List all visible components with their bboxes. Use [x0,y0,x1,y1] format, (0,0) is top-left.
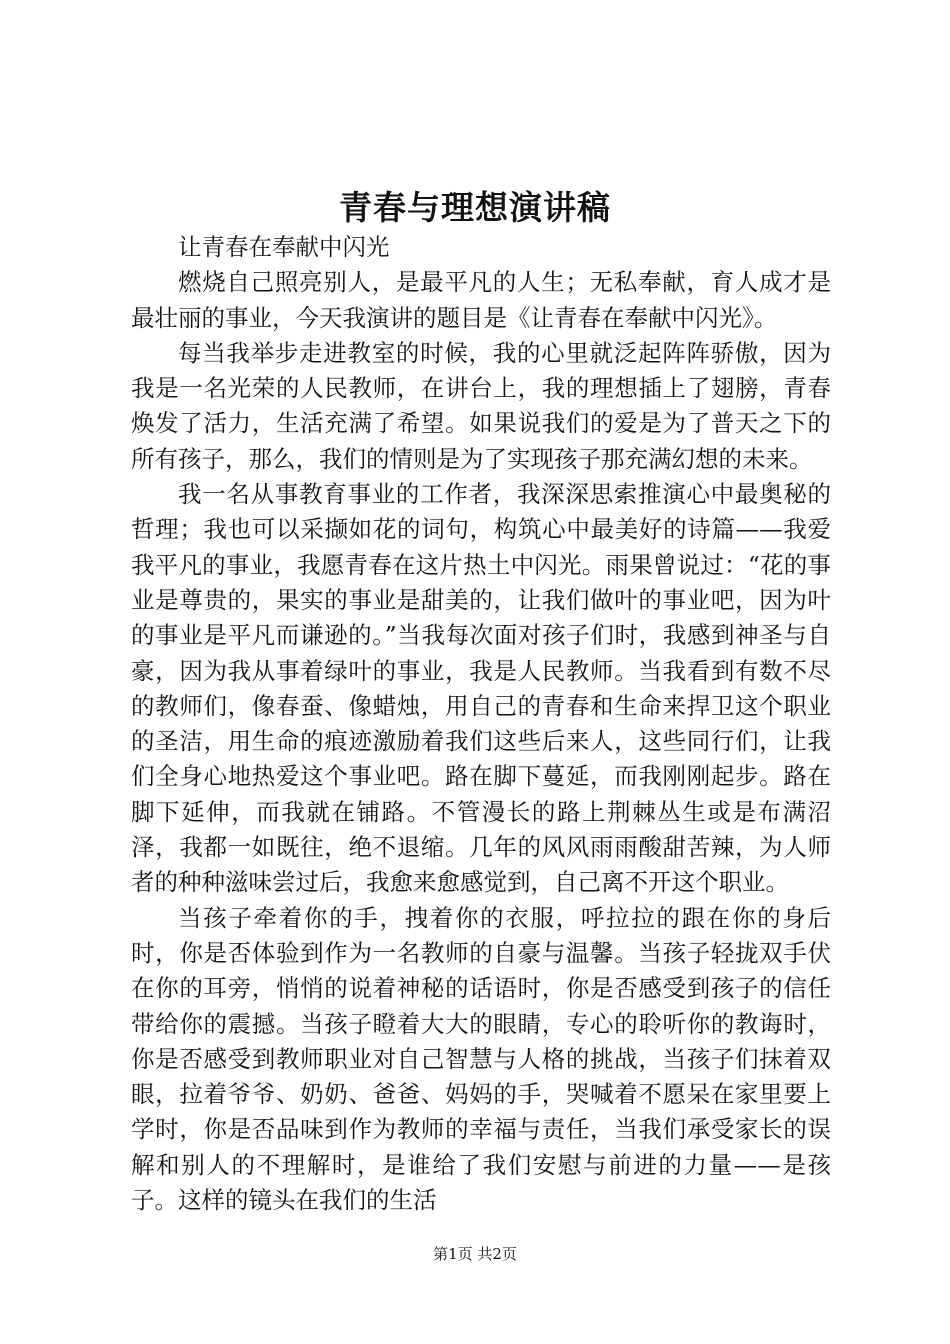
body-paragraph: 每当我举步走进教室的时候，我的心里就泛起阵阵骄傲，因为我是一名光荣的人民教师，在讲台上，我的理想插上了翅膀，青春焕发了活力，生活充满了希望。如果说我们的爱是为了普天之下的所有孩子，那么，我们的情则是为了实现孩子那充满幻想的未来。 [131,338,831,473]
body-paragraph: 燃烧自己照亮别人，是最平凡的人生；无私奉献，育人成才是最壮丽的事业，今天我演讲的题目是《让青春在奉献中闪光》。 [131,268,831,332]
document-body [131,230,831,1218]
page-number-footer: 第1页 共2页 [433,1245,517,1263]
document-title: 青春与理想演讲稿 [339,188,611,227]
subtitle-paragraph: 让青春在奉献中闪光 [178,233,390,261]
body-paragraph: 我一名从事教育事业的工作者，我深深思索推演心中最奥秘的哲理；我也可以采撷如花的词句，构筑心中最美好的诗篇——我爱我平凡的事业，我愿青春在这片热土中闪光。雨果曾说过：“花的事业是尊贵的，果实的事业是甜美的，让我们做叶的事业吧，因为叶的事业是平凡而谦逊的。”当我每次面对孩子们时，我感到神圣与自豪，因为我从事着绿叶的事业，我是人民教师。当我看到有数不尽的教师们，像春蚕、像蜡烛，用自己的青春和生命来捍卫这个职业的圣洁，用生命的痕迹激励着我们这些后来人，这些同行们，让我们全身心地热爱这个事业吧。路在脚下蔓延，而我刚刚起步。路在脚下延伸，而我就在铺路。不管漫长的路上荆棘丛生或是布满沼泽，我都一如既往，绝不退缩。几年的风风雨雨酸甜苦辣，为人师者的种种滋味尝过后，我愈来愈感觉到，自己离不开这个职业。 [131,480,831,897]
body-paragraph: 当孩子牵着你的手，拽着你的衣服，呼拉拉的跟在你的身后时，你是否体验到作为一名教师的自豪与温馨。当孩子轻拢双手伏在你的耳旁，悄悄的说着神秘的话语时，你是否感受到孩子的信任带给你的震撼。当孩子瞪着大大的眼睛，专心的聆听你的教诲时，你是否感受到教师职业对自己智慧与人格的挑战，当孩子们抹着双眼，拉着爷爷、奶奶、爸爸、妈妈的手，哭喊着不愿呆在家里要上学时，你是否品味到作为教师的幸福与责任，当我们承受家长的误解和别人的不理解时，是谁给了我们安慰与前进的力量——是孩子。这样的镜头在我们的生活 [131,903,831,1215]
